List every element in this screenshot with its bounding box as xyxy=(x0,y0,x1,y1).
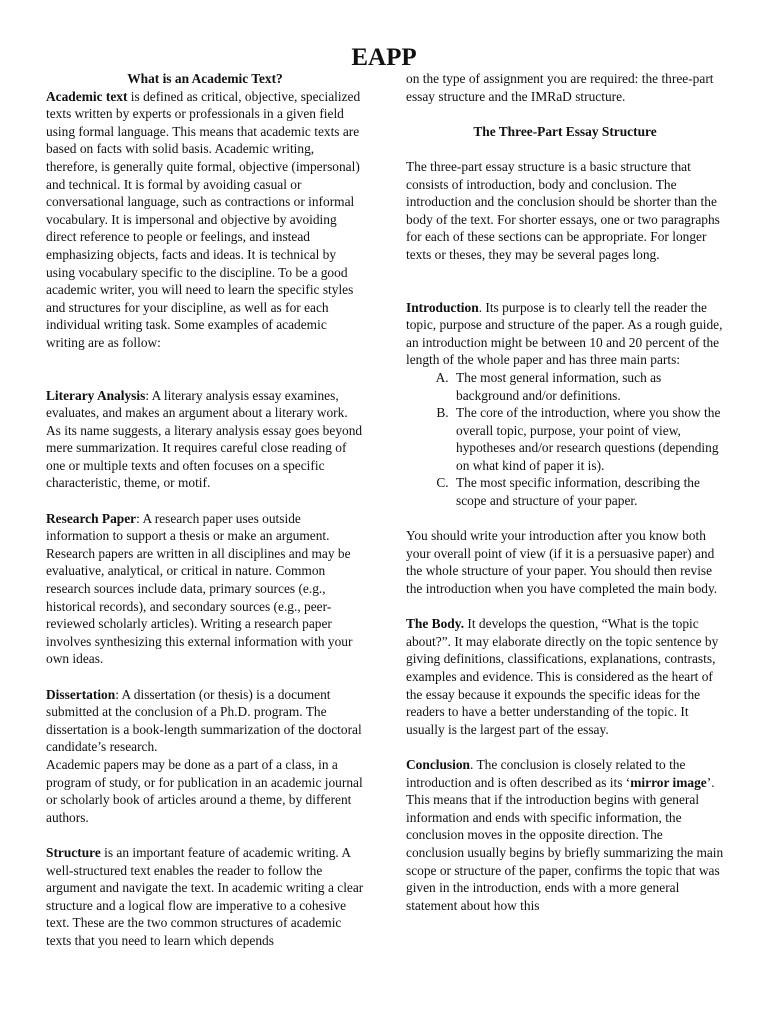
dissertation-paragraph: Dissertation: A dissertation (or thesis) is a document submitted at the conclusion of a Ph.D. program. The dissertation is a book-length summarization of the doctoral candidate’s research. xyxy=(46,686,362,755)
literary-analysis-paragraph: Literary Analysis: A literary analysis essay examines, evaluates, and makes an argument about a literary work. As its name suggests, a literary analysis essay goes beyond mere summarization. It requires careful close reading of one or multiple texts and often focuses on a specific characteristic, theme, or motif. xyxy=(46,387,363,491)
structure-term: Structure xyxy=(46,844,101,860)
body-paragraph: The Body. It develops the question, “What is the topic about?”. It may elaborate directly on the topic sentence by giving definitions, classifications, explanations, contrasts, examples and evidence. This is considered as the heart of the essay because it expounds the specific ideas for the readers to have a better understanding of the topic. It usually is the largest part of the essay. xyxy=(406,616,719,737)
structure-paragraph: Structure is an important feature of academic writing. A well-structured text enables the reader to follow the argument and navigate the text. In academic writing a clear structure and a logical flow are imperative to a cohesive text. These are the two common structures of academic texts that you need to learn which depends xyxy=(46,844,364,948)
list-item: A. The most general information, such as background and/or definitions. xyxy=(452,369,724,404)
body-term: The Body. xyxy=(406,616,465,632)
three-part-heading: The Three-Part Essay Structure xyxy=(473,123,657,139)
academic-text-term: Academic text xyxy=(46,88,128,104)
academic-text-paragraph: Academic text is defined as critical, objective, specialized texts written by experts or professionals in a given field using formal language. This means that academic texts are based on facts with solid basis. Academic writing, therefore, is generally quite formal, objective (impersonal) and technical. It is formal by avoiding casual or conversational language, such as contractions or informal vocabulary. It is impersonal and objective by avoiding direct reference to people or feelings, and instead emphasizing objects, facts and ideas. It is technical by using vocabulary specific to the discipline. To be a good academic writer, you will need to learn the specific styles and structures for your discipline, as well as for each individual writing task. Some examples of academic writing are as follow: xyxy=(46,88,361,350)
right-column xyxy=(406,70,724,914)
academic-text-heading: What is an Academic Text? xyxy=(127,71,283,86)
introduction-paragraph: Introduction. Its purpose is to clearly tell the reader the topic, purpose and structure of the paper. As a rough guide, an introduction might be between 10 and 20 percent of the length of the whole paper and has three main parts: xyxy=(406,299,723,368)
document-title: EAPP xyxy=(351,44,417,71)
dissertation-term: Dissertation xyxy=(46,686,116,702)
list-item: B. The core of the introduction, where you show the overall topic, purpose, your point of view, hypotheses and/or research questions (depending on what kind of paper it is). xyxy=(452,404,724,474)
introduction-term: Introduction xyxy=(406,299,479,315)
three-part-paragraph: The three-part essay structure is a basic structure that consists of introduction, body and conclusion. The introduction and the conclusion should be shorter than the body of the text. For shorter essays, one or two paragraphs for each of these sections can be appropriate. For longer texts or theses, they may be several pages long. xyxy=(406,158,720,262)
research-paper-paragraph: Research Paper: A research paper uses outside information to support a thesis or make an argument. Research papers are written in all disciplines and may be evaluative, analytical, or critical in nature. Common research sources include data, primary sources (e.g., historical records), and secondary sources (e.g., peer-reviewed scholarly articles). Writing a research paper involves synthesizing this external information with your own ideas. xyxy=(46,510,353,667)
introduction-parts-list xyxy=(406,369,724,510)
academic-papers-paragraph: Academic papers may be done as a part of a class, in a program of study, or for publication in an academic journal or scholarly book of articles around a theme, by different authors. xyxy=(46,756,363,825)
list-item: C. The most specific information, describing the scope and structure of your paper. xyxy=(452,474,724,509)
introduction-advice-paragraph: You should write your introduction after you know both your overall point of view (if it is a persuasive paper) and the whole structure of your paper. You should then revise the introduction when you have completed the main body. xyxy=(406,528,718,597)
research-paper-term: Research Paper xyxy=(46,510,137,526)
left-column xyxy=(46,70,364,950)
mirror-image-emphasis: mirror image xyxy=(630,774,707,790)
conclusion-paragraph: Conclusion. The conclusion is closely related to the introduction and is often described as its ‘mirror image’. This means that if the introduction begins with general information and ends with specific information, the conclusion moves in the opposite direction. The conclusion usually begins by briefly summarizing the main scope or structure of the paper, confirms the topic that was given in the introduction, ends with a more general statement about how this xyxy=(406,756,724,913)
continued-paragraph: on the type of assignment you are required: the three-part essay structure and the IMRaD structure. xyxy=(406,71,714,104)
literary-analysis-term: Literary Analysis xyxy=(46,387,146,403)
conclusion-term: Conclusion xyxy=(406,756,470,772)
